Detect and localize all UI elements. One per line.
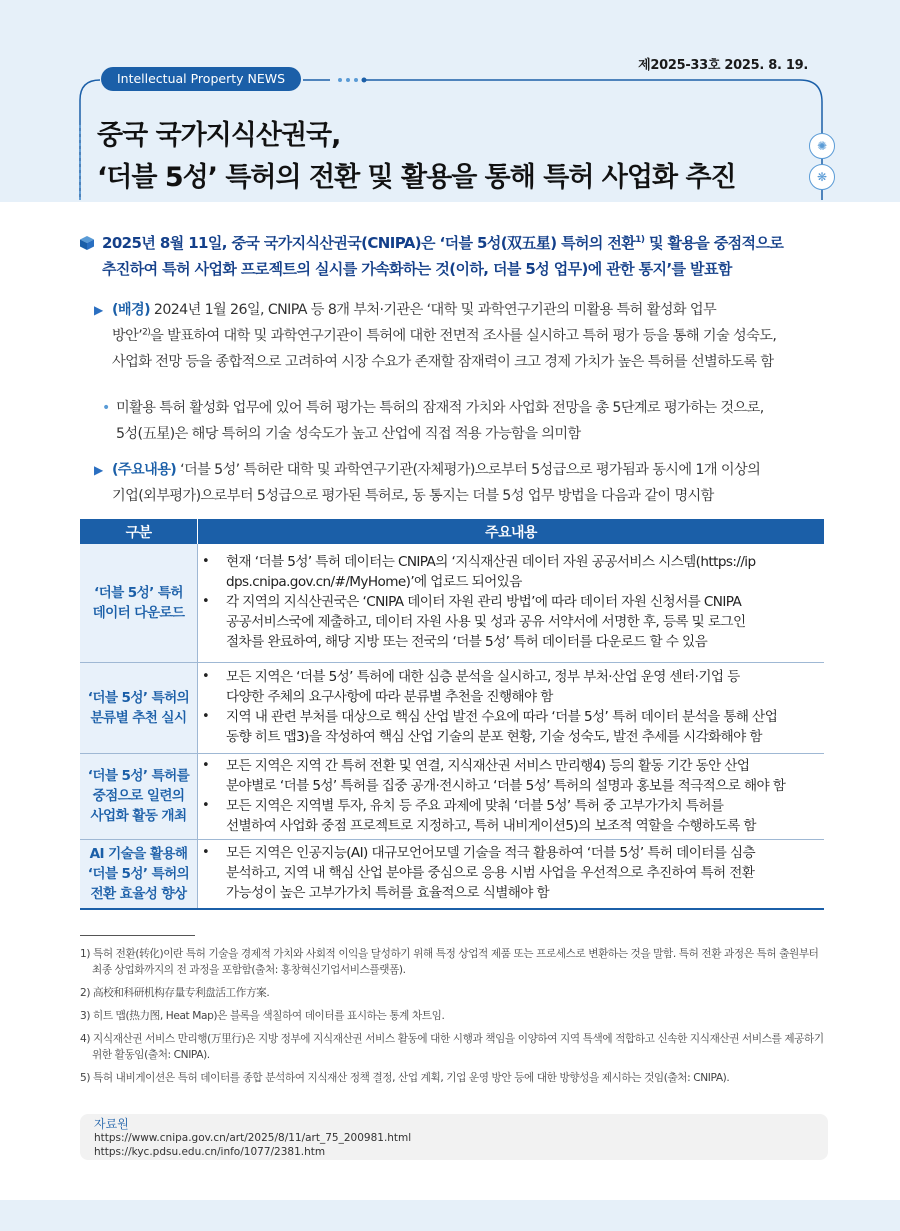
- triangle-arrow-icon: ▶: [94, 303, 103, 317]
- main-content-line-2: 기업(외부평가)으로부터 5성급으로 평가된 특허로, 동 통지는 더블 5성 업무 방법을 다음과 같이 명시함: [112, 488, 714, 504]
- list-item: [200, 667, 820, 707]
- footnote-item: 2) 高校和科研机构存量专利盘活工作方案.: [80, 987, 270, 999]
- footnote-item: 3) 히트 맵(热力图, Heat Map)은 블록을 색칠하여 데이터를 표시하는 통계 차트임.: [80, 1010, 445, 1022]
- background-line-2a: 방안’: [112, 328, 143, 344]
- background-line-3: 사업화 전망 등을 종합적으로 고려하여 시장 수요가 존재할 잠재력이 크고 경제 가치가 높은 특허를 선별하도록 함: [112, 354, 774, 370]
- footnote-item: 5) 특허 내비게이션은 특허 데이터를 종합 분석하여 지식재산 정책 결정, 산업 계획, 기업 운영 방안 등에 대한 방향성을 제시하는 것임(출처: CNIPA).: [80, 1072, 730, 1084]
- table-header-content: 주요내용: [198, 519, 825, 544]
- lead-line-2: 추진하여 특허 사업화 프로젝트의 실시를 가속화하는 것(이하, 더블 5성 업무)에 관한 통지’를 발표함: [102, 260, 732, 278]
- dot-bullet-icon: •: [102, 400, 110, 416]
- note-paragraph: [102, 395, 832, 447]
- title-line-2: ‘더블 5성’ 특허의 전환 및 활용을 통해 특허 사업화 추진: [97, 162, 736, 193]
- category-line: 중점으로 일련의: [92, 788, 185, 804]
- category-line: AI 기술을 활용해: [89, 845, 188, 862]
- table-header-category: 구분: [80, 519, 198, 544]
- list-item: [200, 592, 820, 652]
- footnote-ref: 2): [142, 327, 151, 338]
- item-line: 각 지역의 지식산권국은 ‘CNIPA 데이터 자원 관리 방법’에 따라 데이터 자원 신청서를 CNIPA: [226, 594, 742, 611]
- category-line: ‘더블 5성’ 특허의: [87, 865, 190, 882]
- item-line: 선별하여 사업화 중점 프로젝트로 지정하고, 특허 내비게이션5)의 보조적 역할을 수행하도록 함: [226, 817, 756, 834]
- item-line: 가능성이 높은 고부가가치 특허를 효율적으로 식별해야 함: [226, 885, 550, 902]
- list-item: [200, 552, 820, 592]
- main-content-label: (주요내용): [112, 462, 177, 478]
- bullet-dot-icon: •: [202, 554, 210, 570]
- item-line: 다양한 주체의 요구사항에 따라 분류별 추천을 진행해야 함: [226, 689, 553, 705]
- table-row-category: [80, 544, 198, 662]
- item-line: 모든 지역은 지역별 투자, 유치 등 주요 과제에 맞춰 ‘더블 5성’ 특허 중 고부가가치 특허를: [226, 797, 724, 814]
- item-line: dps.cnipa.gov.cn/#/MyHome)’에 업로드 되어있음: [226, 574, 522, 591]
- table-row-content: [198, 753, 825, 839]
- lead-line-1: 2025년 8월 11일, 중국 국가지식산권국(CNIPA)은 ‘더블 5성(双五星) 특허의 전환: [102, 234, 636, 252]
- note-line-1: 미활용 특허 활성화 업무에 있어 특허 평가는 특허의 잠재적 가치와 사업화 전망을 총 5단계로 평가하는 것으로,: [116, 400, 764, 416]
- bullet-dot-icon: •: [202, 669, 210, 684]
- table-row-content: [198, 839, 825, 909]
- page-title: [97, 115, 797, 199]
- background-label: (배경): [112, 302, 150, 318]
- table-row-content: [198, 544, 825, 662]
- table-row-category: [80, 662, 198, 753]
- lead-line-1-end: 및 활용을 중점적으로: [644, 234, 784, 252]
- table-row: [80, 662, 824, 753]
- title-line-1: 중국 국가지식산권국,: [97, 120, 341, 151]
- list-item: [200, 796, 820, 836]
- triangle-arrow-icon: ▶: [94, 463, 103, 477]
- bullet-dot-icon: •: [202, 709, 210, 724]
- source-link[interactable]: https://www.cnipa.gov.cn/art/2025/8/11/art_75_200981.html: [94, 1132, 412, 1144]
- category-line: 전환 효율성 향상: [90, 885, 187, 902]
- cube-bullet-icon: [80, 236, 94, 250]
- series-badge: Intellectual Property NEWS: [101, 67, 301, 91]
- issue-number: 제2025-33호 2025. 8. 19.: [638, 58, 808, 73]
- footnote-item: 1) 특허 전환(转化)이란 특허 기술을 경제적 가치와 사회적 이익을 달성하기 위해 특정 상업적 제품 또는 프로세스로 변환하는 것을 말함. 특허 전환 과정은 특허 출원부터 최종 상업화까지의 전 과정을 포함함(출처: 홍창혁신기업서비스플랫폼).: [80, 948, 819, 976]
- background-paragraph: [94, 297, 834, 375]
- item-line: 지역 내 관련 부처를 대상으로 핵심 산업 발전 수요에 따라 ‘더블 5성’ 특허 데이터 분석을 통해 산업: [226, 709, 778, 725]
- footnote-ref: 1): [635, 235, 645, 245]
- category-line: ‘더블 5성’ 특허의: [87, 689, 190, 706]
- item-line: 모든 지역은 ‘더블 5성’ 특허에 대한 심층 분석을 실시하고, 정부 부처·산업 운영 센터·기업 등: [226, 669, 740, 685]
- brain-icon: ❋: [809, 164, 835, 190]
- bullet-dot-icon: •: [202, 757, 210, 773]
- note-line-2: 5성(五星)은 해당 특허의 기술 성숙도가 높고 산업에 직접 적용 가능함을 의미함: [116, 426, 581, 442]
- footnote-item: 4) 지식재산권 서비스 만리행(万里行)은 지방 정부에 지식재산권 서비스 활동에 대한 시행과 책임을 이양하여 지역 특색에 적합하고 신속한 지식재산권 서비스를 제공하기 위한 활동임(출처: CNIPA).: [80, 1033, 824, 1061]
- table-row-content: [198, 662, 825, 753]
- category-line: 분류별 추천 실시: [90, 709, 187, 726]
- category-line: 데이터 다운로드: [92, 604, 185, 621]
- item-line: 분야별로 ‘더블 5성’ 특허를 집중 공개·전시하고 ‘더블 5성’ 특허의 설명과 홍보를 적극적으로 해야 함: [226, 777, 786, 794]
- item-line: 동향 히트 맵3)을 작성하여 핵심 산업 기술의 분포 현황, 기술 성숙도, 발전 추세를 시각화해야 함: [226, 729, 762, 745]
- background-line-2b: 을 발표하여 대학 및 과학연구기관이 특허에 대한 전면적 조사를 실시하고 특허 평가 등을 통해 기술 성숙도,: [150, 328, 777, 344]
- item-line: 절차를 완료하여, 해당 지방 또는 전국의 ‘더블 5성’ 특허 데이터를 다운로드 할 수 있음: [226, 634, 708, 651]
- source-box: [80, 1114, 828, 1160]
- table-row: [80, 544, 824, 662]
- footnote-divider: [80, 935, 195, 936]
- footnotes: [80, 946, 828, 1093]
- list-item: [200, 843, 820, 903]
- category-line: ‘더블 5성’ 특허를: [87, 768, 190, 784]
- main-content-paragraph: [94, 457, 834, 509]
- table-row: [80, 839, 824, 909]
- background-line-1: 2024년 1월 26일, CNIPA 등 8개 부처·기관은 ‘대학 및 과학연구기관의 미활용 특허 활성화 업무: [149, 302, 717, 318]
- bullet-dot-icon: •: [202, 797, 210, 813]
- measures-table: [80, 519, 824, 910]
- source-heading: 자료원: [94, 1117, 129, 1131]
- main-content-line-1: ‘더블 5성’ 특허란 대학 및 과학연구기관(자체평가)으로부터 5성급으로 평가됨과 동시에 1개 이상의: [176, 462, 761, 478]
- source-link[interactable]: https://kyc.pdsu.edu.cn/info/1077/2381.htm: [94, 1146, 326, 1158]
- bullet-dot-icon: •: [202, 845, 210, 861]
- table-row-category: [80, 839, 198, 909]
- item-line: 모든 지역은 인공지능(AI) 대규모언어모델 기술을 적극 활용하여 ‘더블 5성’ 특허 데이터를 심층: [226, 845, 756, 862]
- item-line: 모든 지역은 지역 간 특허 전환 및 연결, 지식재산권 서비스 만리행4) 등의 활동 기간 동안 산업: [226, 757, 750, 774]
- item-line: 분석하고, 지역 내 핵심 산업 분야를 중심으로 응용 시범 사업을 우선적으로 추진하여 특허 전환: [226, 865, 755, 882]
- table-row: [80, 753, 824, 839]
- footer-band: [0, 1200, 900, 1231]
- item-line: 현재 ‘더블 5성’ 특허 데이터는 CNIPA의 ‘지식재산권 데이터 자원 공공서비스 시스템(https://ip: [226, 554, 756, 571]
- list-item: [200, 756, 820, 796]
- table-row-category: [80, 753, 198, 839]
- lead-paragraph: [80, 230, 830, 282]
- bullet-dot-icon: •: [202, 594, 210, 610]
- lightbulb-icon: ✺: [809, 133, 835, 159]
- item-line: 공공서비스국에 제출하고, 데이터 자원 사용 및 성과 공유 서약서에 서명한 후, 등록 및 로그인: [226, 614, 746, 631]
- category-line: 사업화 활동 개최: [90, 808, 187, 824]
- list-item: [200, 707, 820, 747]
- category-line: ‘더블 5성’ 특허: [94, 584, 183, 601]
